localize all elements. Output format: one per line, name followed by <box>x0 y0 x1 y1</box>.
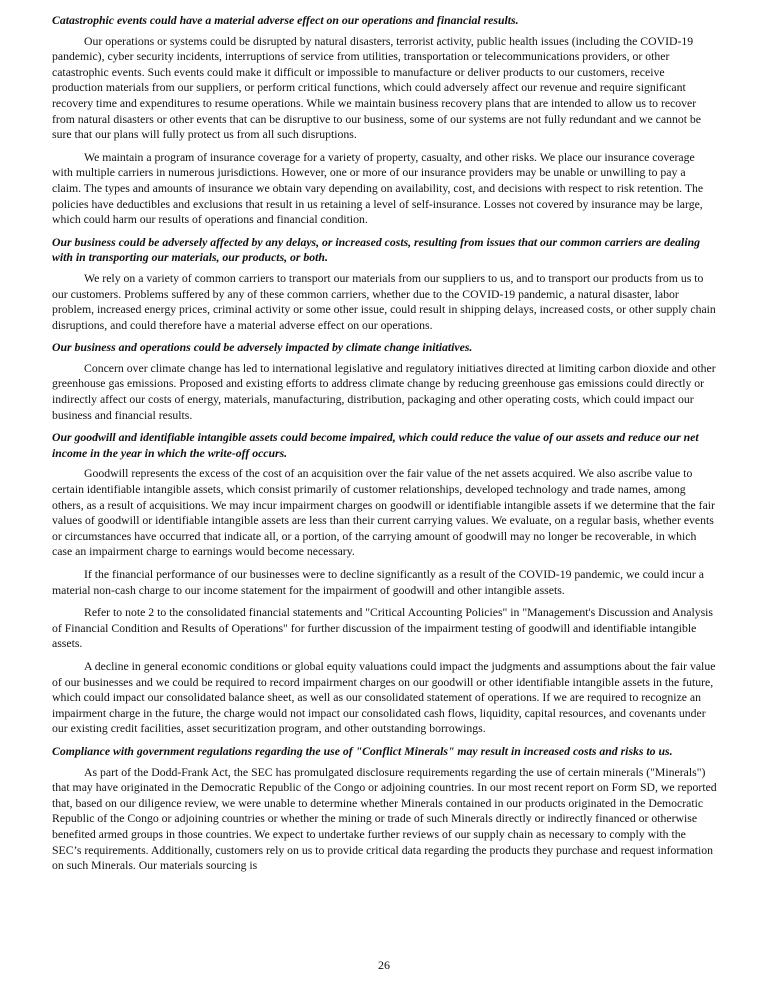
document-body <box>52 13 717 881</box>
paragraph: Concern over climate change has led to international legislative and regulatory initiatives directed at limiting carbon dioxide and other greenhouse gas emissions. Proposed and existing efforts to address climate change by reducing greenhouse gas emissions could directly or indirectly affect our costs of energy, materials, manufacturing, distribution, packaging and other operating costs, which could impact our business and financial results. <box>52 361 716 422</box>
paragraph: A decline in general economic conditions or global equity valuations could impact the judgments and assumptions about the fair value of our businesses and we could be required to record impairment charges on our goodwill or other identifiable intangible assets in the future, which could impact our consolidated balance sheet, as well as our consolidated statement of operations. If we are required to recognize an impairment charge in the future, the charge would not impact our consolidated cash flows, liquidity, capital resources, and covenants under our existing credit facilities, asset securitization program, and other outstanding borrowings. <box>52 659 716 736</box>
section-common-carriers <box>52 235 717 334</box>
section-climate-change <box>52 340 717 423</box>
paragraph: We maintain a program of insurance coverage for a variety of property, casualty, and other risks. We place our insurance coverage with multiple carriers in numerous jurisdictions. However, one or more of our insurance providers may be unable or unwilling to pay a claim. The types and amounts of insurance we obtain vary depending on availability, cost, and decisions with respect to risk retention. The policies have deductibles and exclusions that result in us retaining a level of self-insurance. Losses not covered by insurance may be large, which could harm our results of operations and financial condition. <box>52 150 704 227</box>
section-catastrophic-events <box>52 13 717 228</box>
section-heading: Compliance with government regulations regarding the use of "Conflict Minerals" may result in increased costs and risks to us. <box>52 744 673 758</box>
section-heading: Our goodwill and identifiable intangible assets could become impaired, which could reduce the value of our assets and reduce our net income in the year in which the write-off occurs. <box>52 431 699 460</box>
page-number: 26 <box>378 958 390 972</box>
section-heading: Catastrophic events could have a material adverse effect on our operations and financial results. <box>52 14 519 27</box>
paragraph: Goodwill represents the excess of the cost of an acquisition over the fair value of the net assets acquired. We also ascribe value to certain identifiable intangible assets, which consist primarily of customer relationships, developed technology and trade names, among others, as a result of acquisitions. We may incur impairment charges on goodwill or identifiable intangible assets if we determine that the fair values of goodwill or identifiable intangible assets are less than their current carrying values. We evaluate, on a regular basis, whether events or circumstances have occurred that indicate all, or a portion, of the carrying amount of goodwill may no longer be recoverable, in which case an impairment charge to earnings would become necessary. <box>52 467 715 559</box>
paragraph: Refer to note 2 to the consolidated financial statements and "Critical Accounting Policies" in "Management's Discussion and Analysis of Financial Condition and Results of Operations" for further discussion of the impairment testing of goodwill and identifiable intangible assets. <box>52 606 714 651</box>
section-heading: Our business and operations could be adversely impacted by climate change initiatives. <box>52 341 473 355</box>
section-heading: Our business could be adversely affected by any delays, or increased costs, resulting from issues that our common carriers are dealing with in transporting our materials, our products, or both. <box>52 235 700 265</box>
section-conflict-minerals <box>52 744 717 874</box>
paragraph: We rely on a variety of common carriers to transport our materials from our suppliers to us, and to transport our products from us to our customers. Problems suffered by any of these common carriers, whether due to the COVID-19 pandemic, a natural disaster, labor problem, increased energy prices, criminal activity or some other issue, could result in shipping delays, increased costs, or other supply chain disruptions, and could therefore have a material adverse effect on our operations. <box>52 271 716 332</box>
paragraph: If the financial performance of our businesses were to decline significantly as a result of the COVID-19 pandemic, we could incur a material non-cash charge to our income statement for the impairment of goodwill and other intangible assets. <box>52 568 704 597</box>
section-goodwill <box>52 430 717 737</box>
paragraph: Our operations or systems could be disrupted by natural disasters, terrorist activity, public health issues (including the COVID-19 pandemic), cyber security incidents, interruptions of service from utilities, transportation or telecommunications providers, or other catastrophic events. Such events could make it difficult or impossible to manufacture or deliver products to our customers, receive production materials from our suppliers, or perform critical functions, which could adversely affect our revenue and require significant recovery time and expenditures to resume operations. While we maintain business recovery plans that are intended to allow us to recover from natural disasters or other events that can be disruptive to our business, some of our systems are not fully redundant and we cannot be sure that our plans will fully protect us from all such disruptions. <box>52 34 702 142</box>
paragraph: As part of the Dodd-Frank Act, the SEC has promulgated disclosure requirements regarding the use of certain minerals ("Minerals") that may have originated in the Democratic Republic of the Congo or adjoining countries. In our most recent report on Form SD, we reported that, based on our diligence review, we were unable to determine whether Minerals contained in our products originated in the Democratic Republic of the Congo or adjoining countries or whether the mining or trade of such Minerals directly or indirectly financed or otherwise benefited armed groups in those countries. We expect to undertake further reviews of our supply chain as necessary to comply with the SEC’s requirements. Additionally, customers rely on us to provide critical data regarding the products they purchase and request information on such Minerals. Our materials sourcing is <box>52 765 717 873</box>
